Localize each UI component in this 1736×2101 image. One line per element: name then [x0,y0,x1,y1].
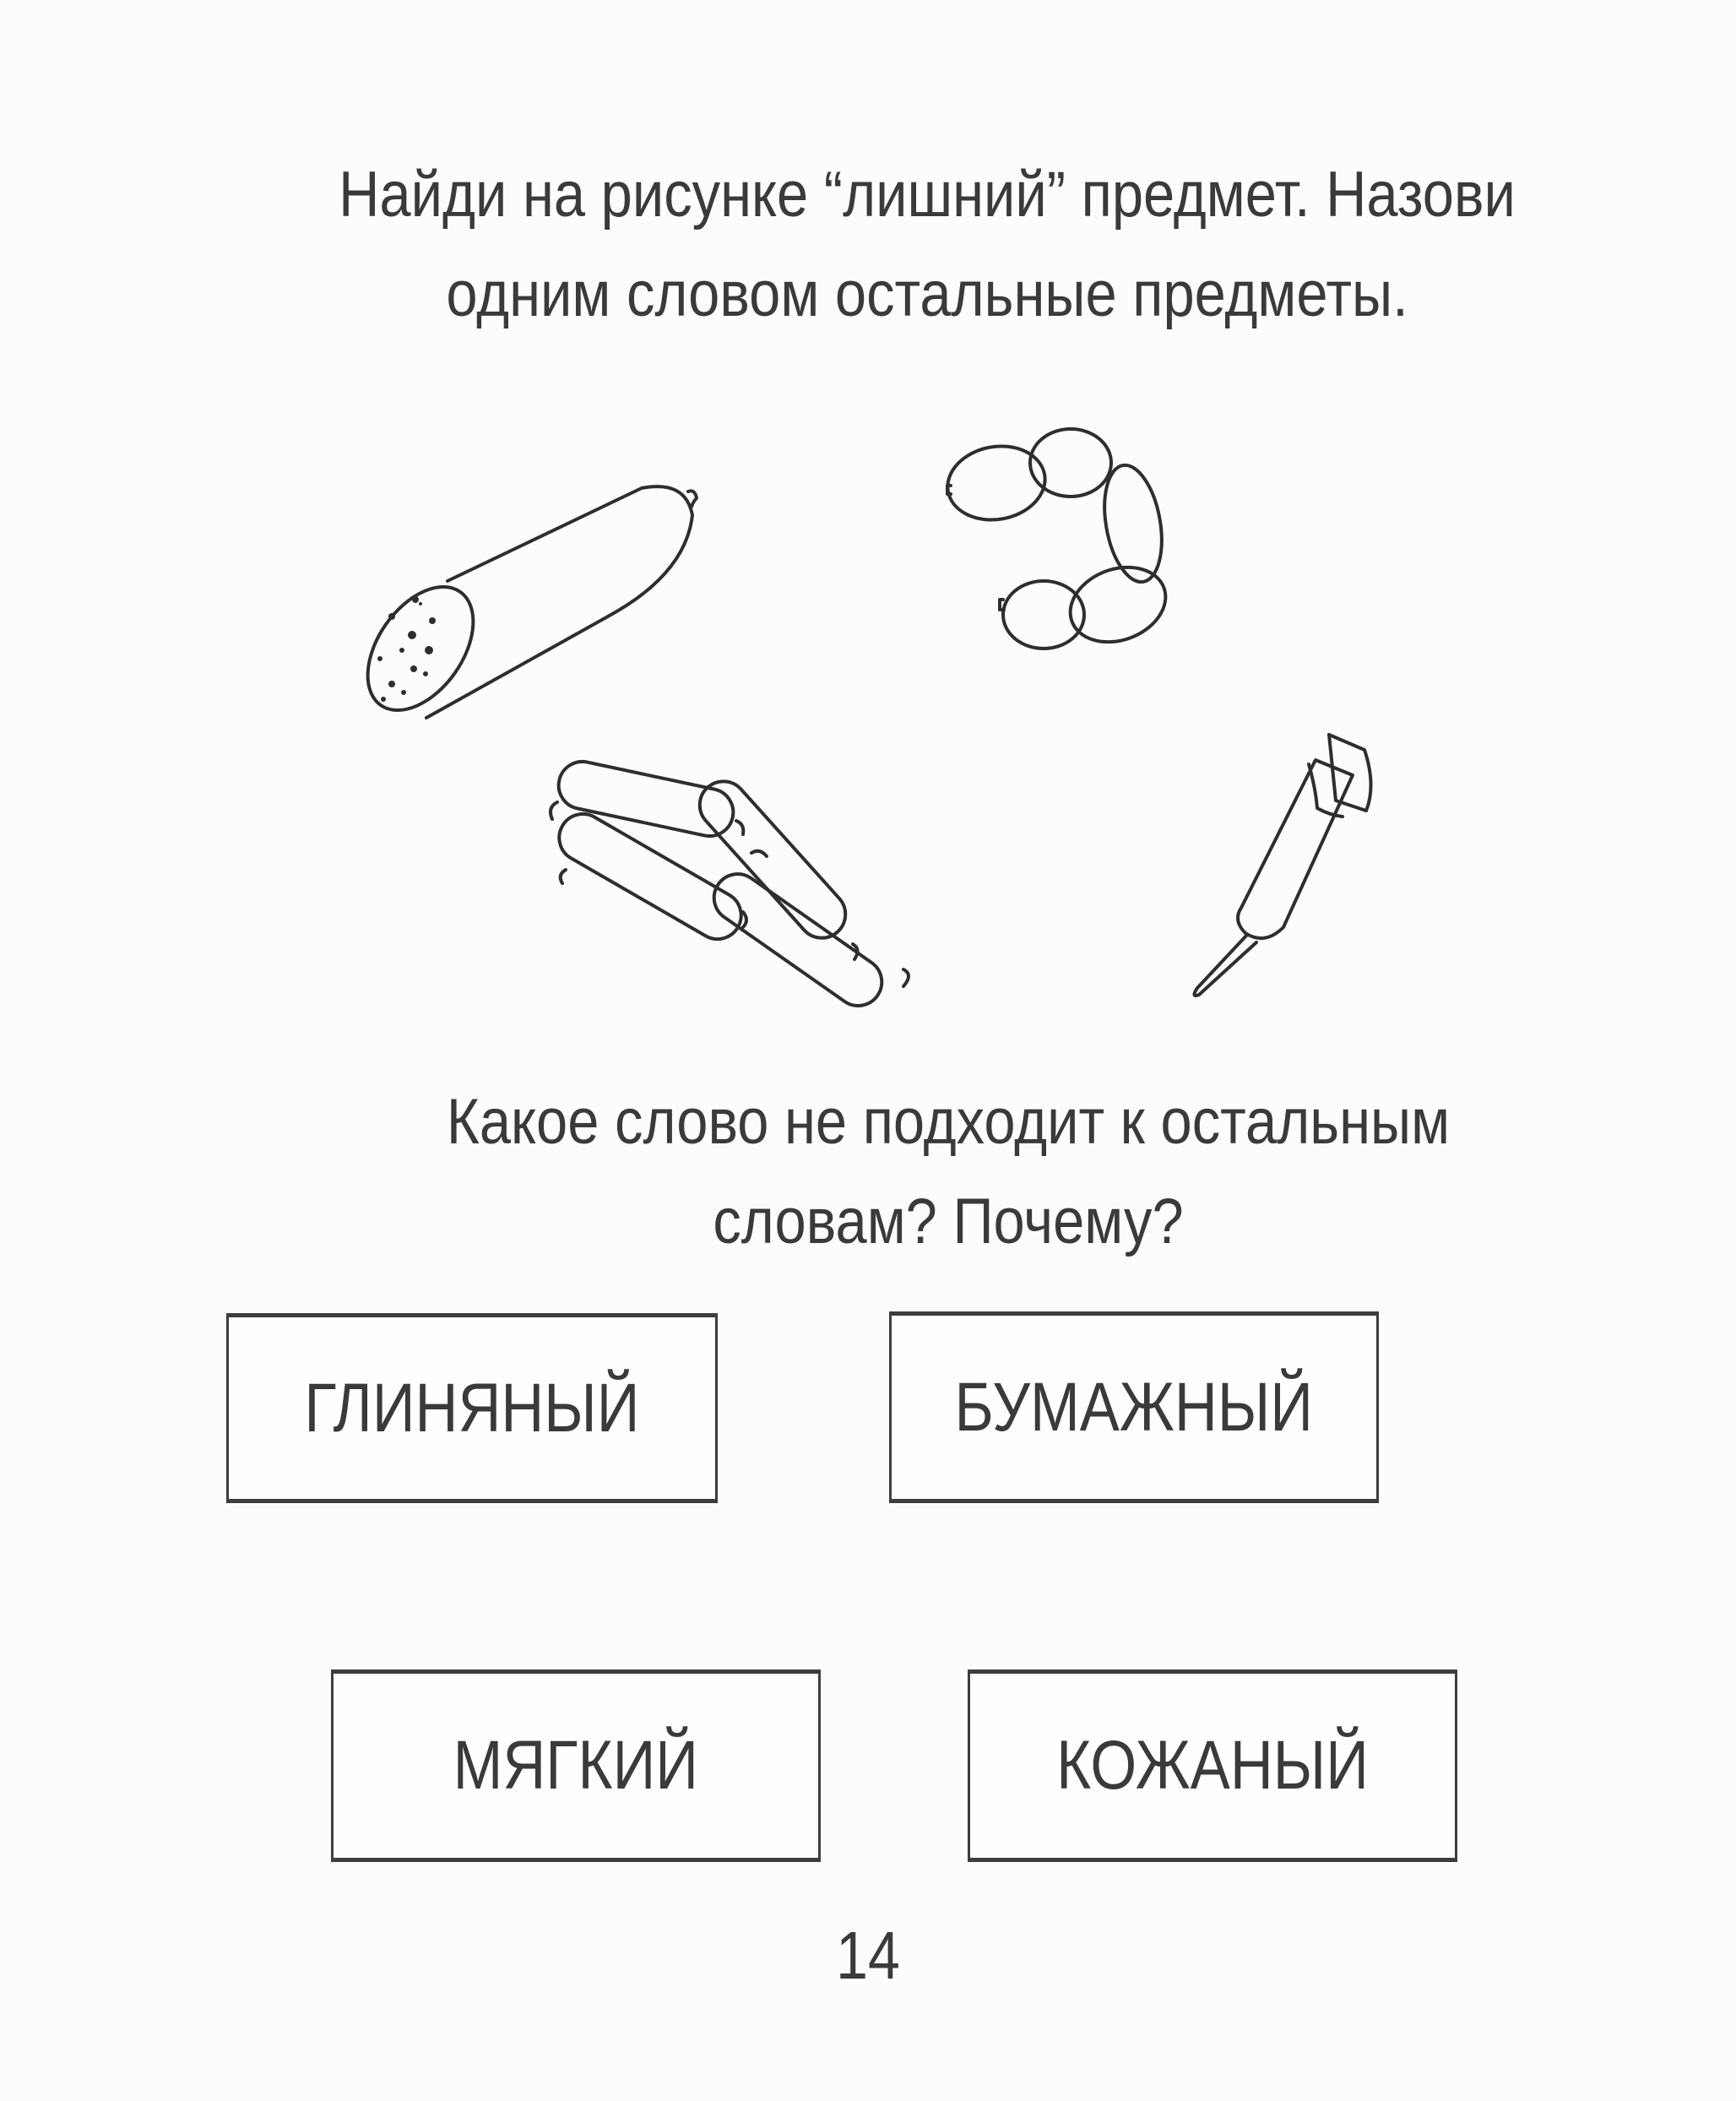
word-2: БУМАЖНЫЙ [954,1368,1314,1446]
task1-line1: Найди на рисунке “лишний” предмет. Назови [339,159,1516,231]
salami-illustration [355,448,726,701]
word-1: ГЛИНЯНЫЙ [304,1369,640,1447]
hot-dogs-illustration [540,760,946,1005]
task2-line1: Какое слово не подходит к остальным [446,1086,1451,1158]
popsicle-illustration [1174,735,1427,1005]
task1-line2: одним словом остальные предметы. [446,258,1408,330]
task2-line2: словам? Почему? [713,1186,1184,1257]
page-number: 14 [836,1918,900,1993]
word-box-2 [889,1311,1379,1503]
sausage-chain-illustration [946,422,1267,676]
word-box-4 [968,1669,1457,1862]
word-3: МЯГКИЙ [453,1727,699,1804]
task1-instruction [163,145,1690,345]
task2-instruction [184,1072,1712,1272]
word-4: КОЖАНЫЙ [1056,1727,1369,1804]
word-box-1 [226,1313,718,1503]
word-box-3 [331,1669,821,1862]
